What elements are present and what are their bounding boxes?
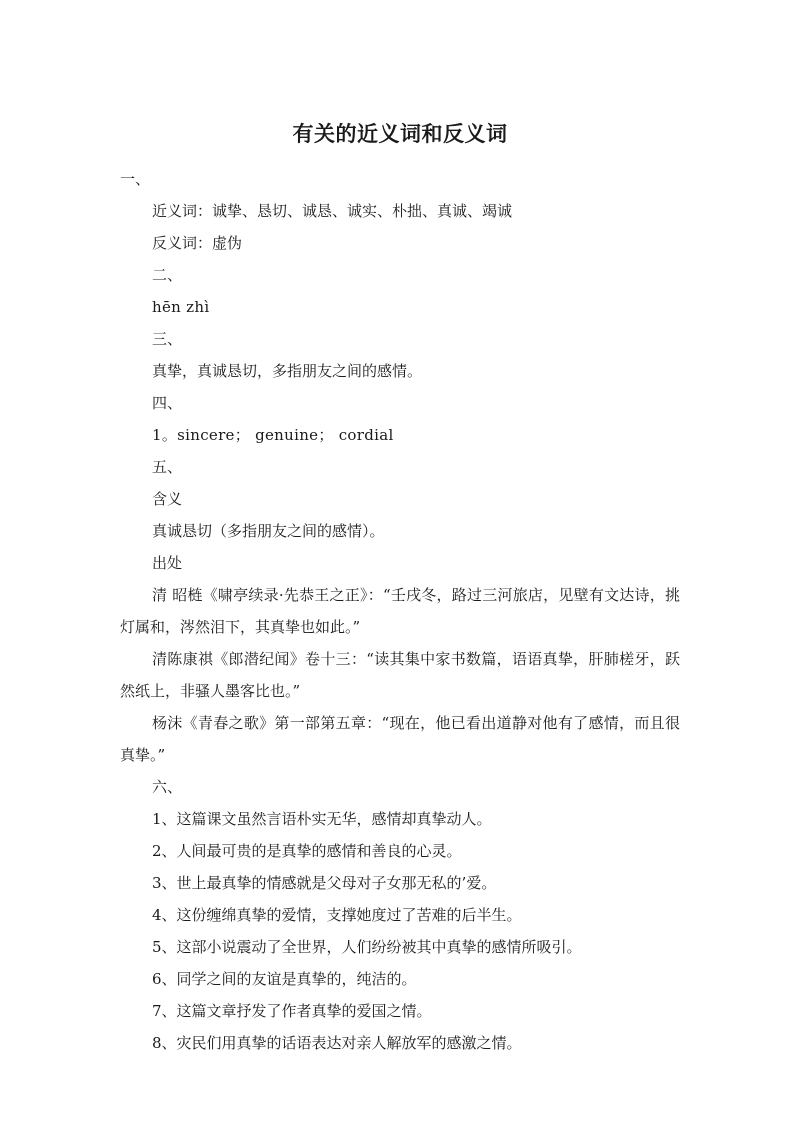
section-2-heading: 二、	[152, 266, 183, 284]
section-5-heading: 五、	[152, 458, 183, 476]
source-paragraph: 清陈康祺《郎潜纪闻》卷十三：“读其集中家书数篇，语语真挚，肝肺槎牙，跃然纸上，非骚人墨客比也。”	[120, 650, 680, 700]
source-paragraph: 杨沫《青春之歌》第一部第五章：“现在，他已看出道静对他有了感情，而且很真挚。”	[120, 714, 680, 764]
example-sentence: 3、世上最真挚的情感就是父母对子女那无私的’爱。	[152, 874, 497, 892]
example-sentence: 5、这部小说震动了全世界，人们纷纷被其中真挚的感情所吸引。	[152, 938, 582, 956]
section-3-heading: 三、	[152, 330, 183, 348]
example-sentence: 4、这份缠绵真挚的爱情，支撑她度过了苦难的后半生。	[152, 906, 522, 924]
antonyms-line: 反义词：虚伪	[152, 234, 243, 252]
meaning-line: 真诚恳切（多指朋友之间的感情）。	[152, 522, 385, 540]
example-sentence: 7、这篇文章抒发了作者真挚的爱国之情。	[152, 1002, 432, 1020]
section-1-heading: 一、	[120, 170, 151, 188]
example-sentence: 8、灾民们用真挚的话语表达对亲人解放军的感激之情。	[152, 1034, 522, 1052]
example-sentence: 6、同学之间的友谊是真挚的，纯洁的。	[152, 970, 417, 988]
section-4-heading: 四、	[152, 394, 183, 412]
example-sentence: 2、人间最可贵的是真挚的感情和善良的心灵。	[152, 842, 462, 860]
english-line: 1。sincere； genuine； cordial	[152, 426, 394, 444]
document-title: 有关的近义词和反义词	[292, 122, 508, 146]
source-paragraph: 清 昭梿《啸亭续录·先恭王之正》：“壬戌冬，路过三河旅店，见壁有文达诗，挑灯属和，涔然泪下，其真挚也如此。”	[120, 586, 680, 636]
definition-line: 真挚，真诚恳切，多指朋友之间的感情。	[152, 362, 423, 380]
pinyin-line: hēn zhì	[152, 298, 210, 316]
meaning-label: 含义	[152, 490, 183, 508]
source-label: 出处	[152, 554, 183, 572]
section-6-heading: 六、	[152, 778, 183, 796]
document-body	[120, 163, 680, 1059]
synonyms-line: 近义词：诚挚、恳切、诚恳、诚实、朴拙、真诚、竭诚	[152, 202, 513, 220]
example-sentence: 1、这篇课文虽然言语朴实无华，感情却真挚动人。	[152, 810, 492, 828]
